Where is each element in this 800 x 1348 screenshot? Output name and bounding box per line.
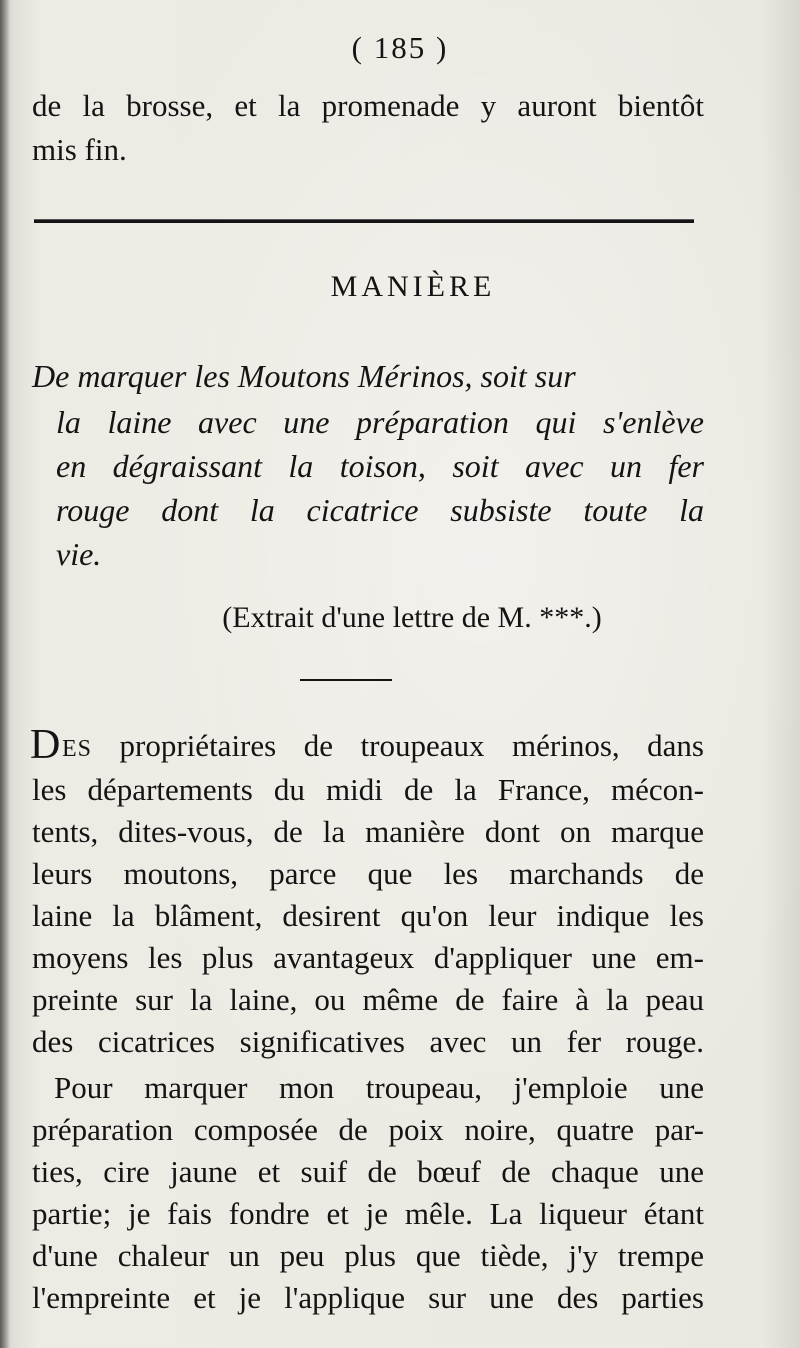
text-line: les départements du midi de la France, mécon- bbox=[32, 772, 704, 807]
text-line: de la brosse, et la promenade y auront bientôt bbox=[32, 88, 704, 123]
drop-cap: D bbox=[30, 722, 61, 768]
letter-attribution: (Extrait d'une lettre de M. ***.) bbox=[222, 601, 602, 634]
text-line: ties, cire jaune et suif de bœuf de chaque une bbox=[32, 1154, 704, 1189]
text-line: partie; je fais fondre et je mêle. La liqueur étant bbox=[32, 1196, 704, 1231]
text-line: moyens les plus avantageux d'appliquer une em- bbox=[32, 940, 704, 975]
text-line: leurs moutons, parce que les marchands de bbox=[32, 856, 704, 891]
text-line: laine la blâment, desirent qu'on leur indique les bbox=[32, 898, 704, 933]
subtitle-line: la laine avec une préparation qui s'enlève bbox=[56, 404, 704, 440]
small-caps-text: ES bbox=[62, 736, 93, 762]
page-number: ( 185 ) bbox=[351, 30, 449, 65]
subtitle-line: De marquer les Moutons Mérinos, soit sur bbox=[32, 358, 576, 394]
text-line: tents, dites-vous, de la manière dont on marque bbox=[32, 814, 704, 849]
section-divider bbox=[34, 219, 694, 223]
text-line: préparation composée de poix noire, quatre par- bbox=[32, 1112, 704, 1147]
paragraph-first-line bbox=[62, 726, 704, 769]
first-line-text: propriétaires de troupeaux mérinos, dans bbox=[92, 728, 704, 763]
text-line: d'une chaleur un peu plus que tiède, j'y trempe bbox=[32, 1238, 704, 1273]
text-line: preinte sur la laine, ou même de faire à la peau bbox=[32, 982, 704, 1017]
spine-shadow bbox=[0, 0, 10, 1348]
text-line: mis fin. bbox=[32, 132, 127, 167]
subtitle-line: rouge dont la cicatrice subsiste toute la bbox=[56, 492, 704, 528]
section-heading: MANIÈRE bbox=[330, 270, 496, 303]
text-line: des cicatrices significatives avec un fer rouge. bbox=[32, 1024, 704, 1059]
short-divider bbox=[300, 679, 392, 681]
subtitle-line: vie. bbox=[56, 536, 102, 572]
text-line: l'empreinte et je l'applique sur une des parties bbox=[32, 1280, 704, 1315]
text-line: Pour marquer mon troupeau, j'emploie une bbox=[54, 1070, 704, 1105]
subtitle-line: en dégraissant la toison, soit avec un fer bbox=[56, 448, 704, 484]
